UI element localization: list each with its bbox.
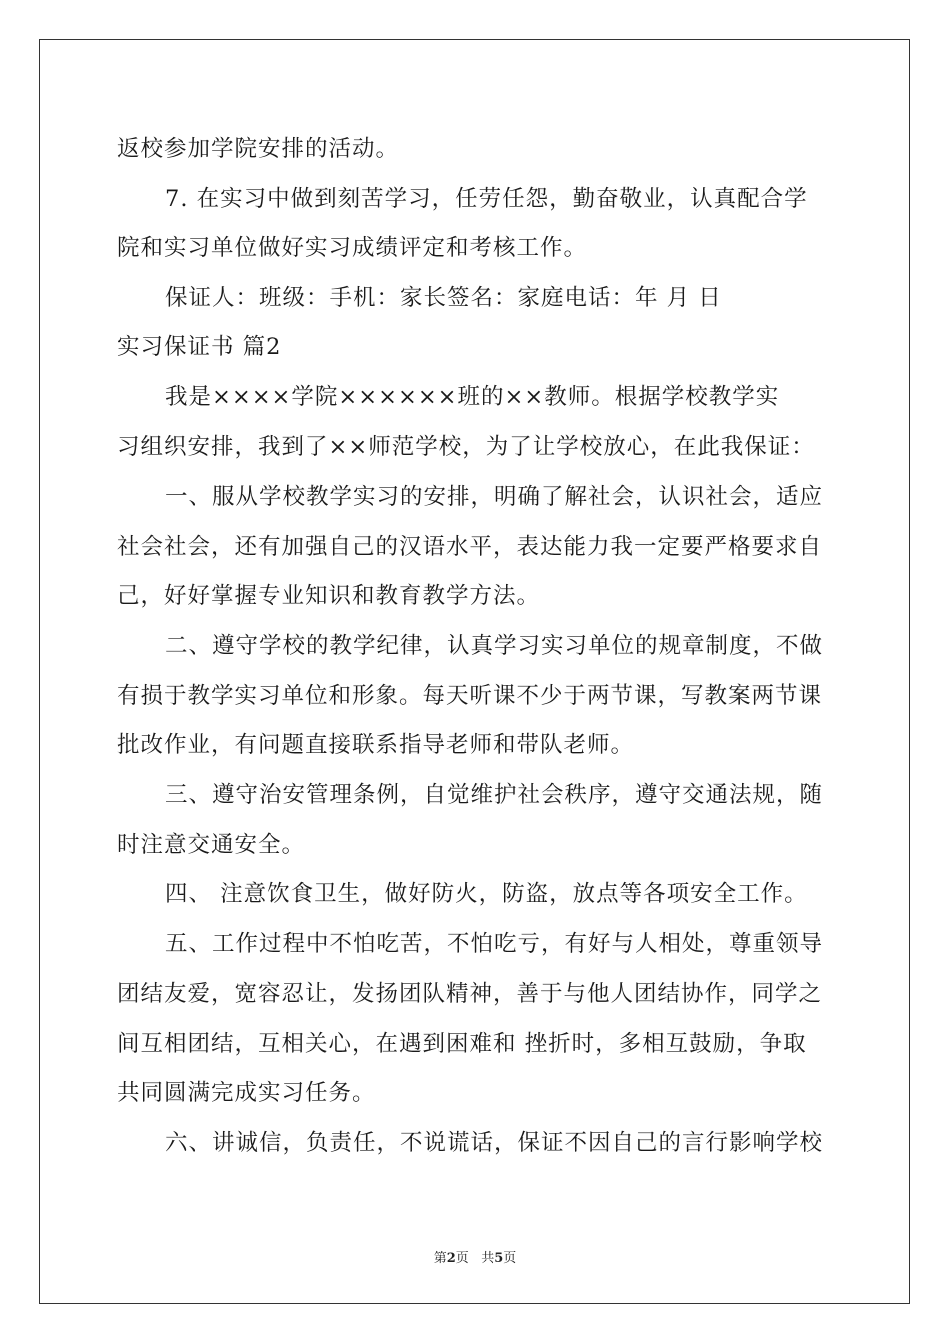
footer-prefix: 第 — [433, 1251, 447, 1266]
text-line-16: 四、 注意饮食卫生，做好防火，防盗，放点等各项安全工作。 — [165, 881, 808, 907]
text-line-20: 共同圆满完成实习任务。 — [117, 1080, 376, 1106]
section-heading: 实习保证书 篇2 — [117, 334, 282, 360]
current-page-number: 2 — [446, 1251, 456, 1266]
text-line-6: 我是××××学院××××××班的××教师。根据学校教学实 — [165, 384, 780, 410]
text-line-13: 批改作业，有问题直接联系指导老师和带队老师。 — [117, 732, 635, 758]
text-line-17: 五、工作过程中不怕吃苦，不怕吃亏，有好与人相处，尊重领导 — [165, 931, 824, 957]
text-line-10: 己，好好掌握专业知识和教育教学方法。 — [117, 583, 541, 609]
text-line-19: 间互相团结，互相关心，在遇到困难和 挫折时，多相互鼓励，争取 — [117, 1031, 807, 1057]
text-line-11: 二、遵守学校的教学纪律，认真学习实习单位的规章制度，不做 — [165, 633, 824, 659]
text-line-9: 社会社会，还有加强自己的汉语水平，表达能力我一定要严格要求自 — [117, 534, 823, 560]
text-line-2: 7. 在实习中做到刻苦学习，任劳任怨，勤奋敬业，认真配合学 — [165, 186, 808, 212]
text-line-3: 院和实习单位做好实习成绩评定和考核工作。 — [117, 235, 588, 261]
footer-total-prefix: 共 — [481, 1251, 495, 1266]
text-line-12: 有损于教学实习单位和形象。每天听课不少于两节课，写教案两节课 — [117, 683, 823, 709]
page-footer — [0, 1247, 950, 1266]
page-border — [39, 39, 910, 1304]
footer-total-suffix: 页 — [503, 1251, 517, 1266]
text-line-21: 六、讲诚信，负责任，不说谎话，保证不因自己的言行影响学校 — [165, 1130, 824, 1156]
text-line-4: 保证人：班级：手机：家长签名：家庭电话：年 月 日 — [165, 285, 722, 311]
footer-page-word: 页 — [455, 1251, 469, 1266]
text-line-1: 返校参加学院安排的活动。 — [117, 136, 400, 162]
text-line-14: 三、遵守治安管理条例，自觉维护社会秩序，遵守交通法规，随 — [165, 782, 824, 808]
total-pages-number: 5 — [494, 1251, 504, 1266]
text-line-15: 时注意交通安全。 — [117, 832, 306, 858]
text-line-18: 团结友爱，宽容忍让，发扬团队精神，善于与他人团结协作，同学之 — [117, 981, 823, 1007]
text-line-7: 习组织安排，我到了××师范学校，为了让学校放心，在此我保证： — [117, 434, 815, 460]
text-line-8: 一、服从学校教学实习的安排，明确了解社会，认识社会，适应 — [165, 484, 824, 510]
